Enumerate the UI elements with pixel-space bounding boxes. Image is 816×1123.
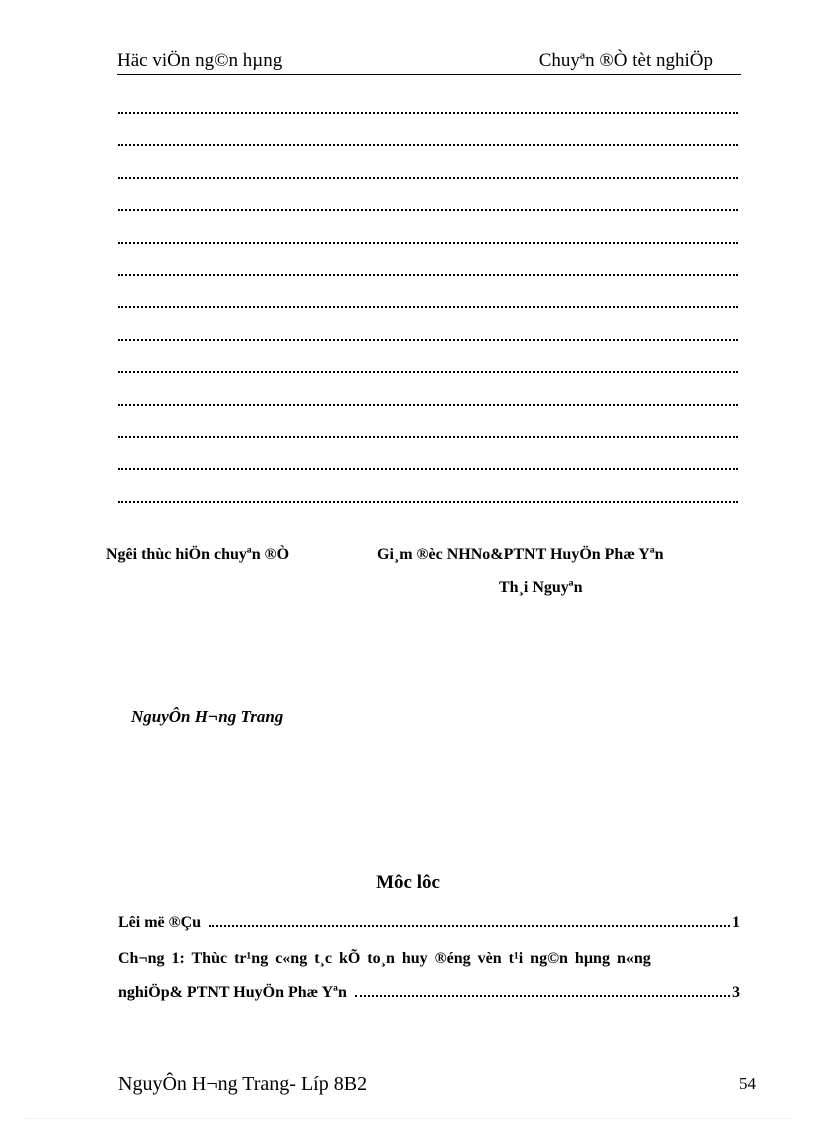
page-header xyxy=(117,50,741,75)
toc-leader xyxy=(209,924,730,927)
page-footer: NguyÔn H¬ng Trang- Líp 8B2 xyxy=(118,1073,368,1095)
author-name: NguyÔn H¬ng Trang xyxy=(131,707,284,726)
dotted-line xyxy=(118,286,738,318)
director-place: Th¸i Nguyªn xyxy=(499,579,583,596)
toc-entry-text: nghiÖp& PTNT HuyÖn Phæ Yªn xyxy=(118,984,347,1001)
toc-entry[interactable] xyxy=(118,950,740,968)
director-signature-label: Gi¸m ®èc NHNo&PTNT HuyÖn Phæ Yªn xyxy=(377,546,664,563)
toc-entry-page: 1 xyxy=(732,914,740,931)
dotted-line xyxy=(118,384,738,416)
header-title: Chuyªn ®Ò tèt nghiÖp xyxy=(538,50,713,71)
header-institution: Häc viÖn ng©n hµng xyxy=(117,50,283,71)
toc-entry[interactable] xyxy=(118,914,740,932)
toc-leader xyxy=(355,994,730,997)
dotted-line xyxy=(118,448,738,480)
toc-entry-page: 3 xyxy=(732,984,740,1001)
dotted-line xyxy=(118,319,738,351)
dotted-line xyxy=(118,254,738,286)
author-signature-label: Ngêi thùc hiÖn chuyªn ®Ò xyxy=(106,546,290,563)
dotted-lines-block xyxy=(118,92,738,513)
toc-entry[interactable] xyxy=(118,984,740,1002)
dotted-line xyxy=(118,351,738,383)
dotted-line xyxy=(118,416,738,448)
page-bottom-edge xyxy=(24,1118,792,1119)
toc-title: Môc lôc xyxy=(376,872,440,893)
toc-entry-text: Ch¬ng 1: Thùc tr¹ng c«ng t¸c kÕ to¸n huy ®éng vèn t¹i ng©n hµng n«ng xyxy=(118,950,651,967)
dotted-line xyxy=(118,189,738,221)
dotted-line xyxy=(118,157,738,189)
dotted-line xyxy=(118,481,738,513)
toc-entry-text: Lêi më ®Çu xyxy=(118,914,202,931)
dotted-line xyxy=(118,92,738,124)
dotted-line xyxy=(118,124,738,156)
page-number: 54 xyxy=(739,1074,756,1093)
dotted-line xyxy=(118,222,738,254)
